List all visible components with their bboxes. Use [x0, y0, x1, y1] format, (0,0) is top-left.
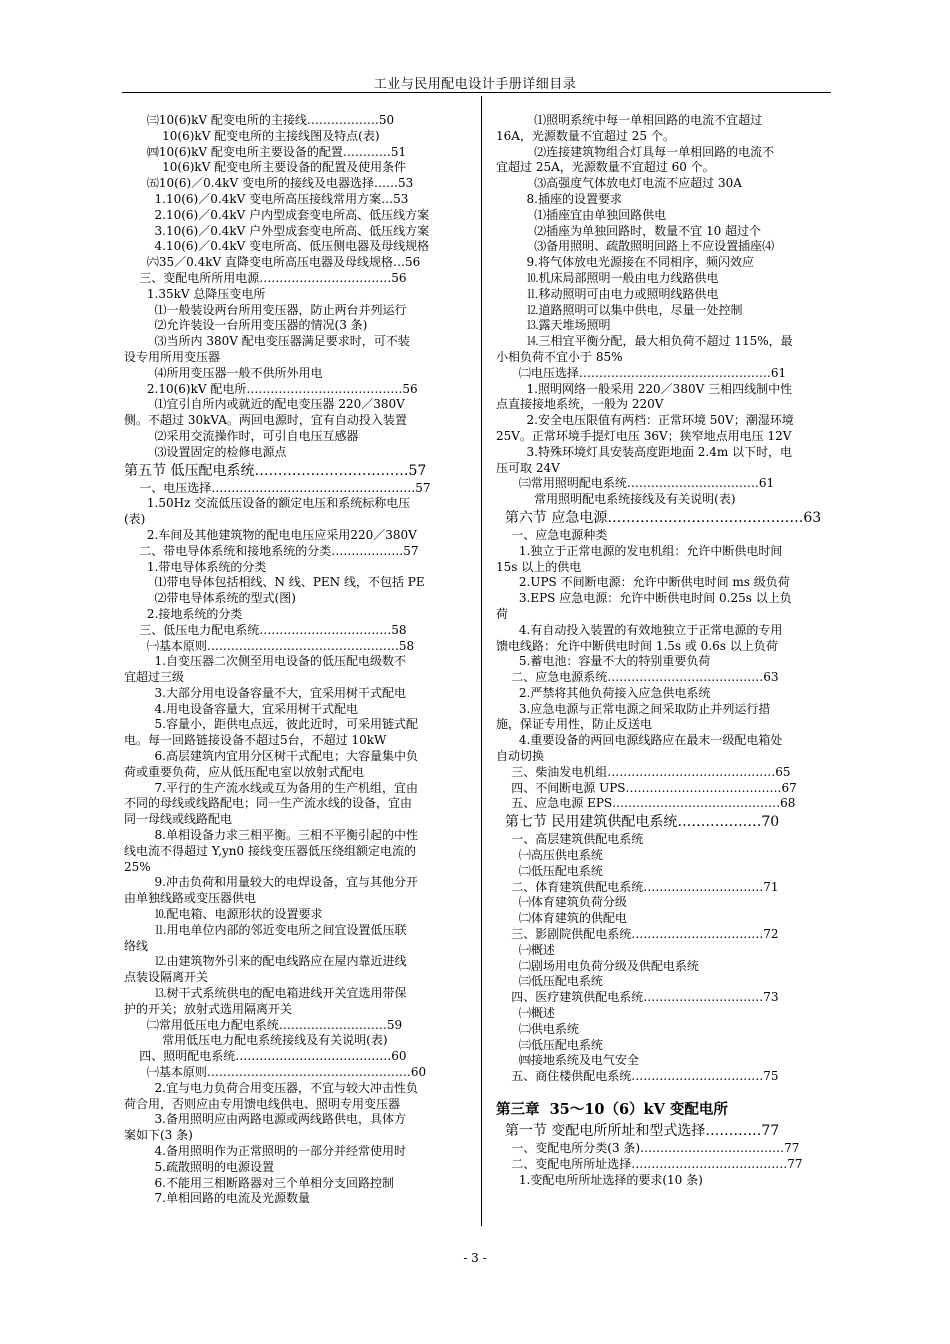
toc-entry: ⑶备用照明、疏散照明回路上不应设置插座⑷: [496, 239, 775, 254]
toc-entry: ⑵采用交流操作时，可引自电压互感器: [124, 428, 359, 443]
toc-entry: 3.特殊环境灯具安装高度距地面 2.4m 以下时，电: [496, 444, 793, 459]
toc-entry: ㈠体育建筑负荷分级: [496, 895, 627, 910]
toc-right-column: [496, 113, 836, 1188]
toc-entry: 一、变配电所分类(3 条)………………………………77: [496, 1141, 800, 1156]
toc-entry: 四、照明配电系统…………………………………60: [124, 1049, 407, 1064]
toc-entry: 护的开关；放射式选用隔离开关: [124, 1001, 293, 1016]
toc-chapter-heading: 第三章 35～10（6）kV 变配电所: [496, 1101, 728, 1119]
toc-entry: 五、应急电源 EPS……………………………………68: [496, 796, 796, 811]
toc-entry: ㈠基本原则……………………………………………60: [124, 1065, 427, 1080]
toc-section-heading: 第七节 民用建筑供配电系统………………70: [496, 814, 780, 831]
toc-entry: 一、高层建筑供配电系统: [496, 832, 644, 847]
toc-entry: ⑵允许装设一台所用变压器的情况(3 条): [124, 318, 368, 333]
toc-entry: 25%: [124, 859, 151, 874]
toc-entry: 三、影剧院供配电系统……………………………72: [496, 927, 779, 942]
toc-section-heading: 第六节 应急电源……………………………………63: [496, 509, 822, 526]
toc-entry: 四、不间断电源 UPS…………………………………67: [496, 780, 797, 795]
header-rule: [122, 92, 831, 93]
toc-entry: 常用低压电力配电系统接线及有关说明(表): [124, 1033, 388, 1048]
toc-entry: 常用照明配电系统接线及有关说明(表): [496, 492, 736, 507]
toc-entry: ⑴照明系统中每一单相回路的电流不宜超过: [496, 113, 763, 127]
toc-entry: 二、变配电所所址选择…………………………………77: [496, 1156, 803, 1171]
toc-entry: 1.照明网络一般采用 220／380V 三相四线制中性: [496, 381, 793, 396]
toc-entry: 1.自变压器二次侧至用电设备的低压配电级数不: [124, 654, 406, 669]
toc-entry: 同一母线或线路配电: [124, 812, 233, 827]
toc-entry: 8.插座的设置要求: [496, 191, 622, 206]
toc-entry: 7.平行的生产流水线或互为备用的生产机组，宜由: [124, 780, 418, 795]
toc-entry: 3.EPS 应急电源：允许中断供电时间 0.25s 以上负: [496, 591, 792, 606]
toc-section-heading: 第五节 低压配电系统……………………………57: [124, 462, 427, 479]
toc-entry: ⑵插座为单独回路时，数量不宜 10 超过个: [496, 223, 762, 238]
toc-entry: ⒔露天堆场照明: [496, 318, 611, 333]
toc-entry: 点装设隔离开关: [124, 970, 209, 985]
toc-entry: 荷: [496, 606, 509, 621]
column-divider: [481, 96, 482, 1226]
toc-entry: ㈠概述: [496, 942, 555, 957]
toc-entry: 8.单相设备力求三相平衡。三相不平衡引起的中性: [124, 828, 418, 843]
toc-entry: ㈠高压供电系统: [496, 848, 603, 863]
toc-entry: 6.高层建筑内宜用分区树干式配电；大容量集中负: [124, 749, 418, 764]
toc-entry: ⑴带电导体包括相线、N 线、PEN 线，不包括 PE: [124, 575, 425, 590]
toc-entry: 宜超过三级: [124, 670, 185, 685]
toc-left-column: [124, 113, 466, 1207]
toc-entry: 1.带电导体系统的分类: [124, 559, 267, 574]
toc-entry: 馈电线路：允许中断供电时间 1.5s 或 0.6s 以上负荷: [496, 638, 778, 653]
toc-entry: 由单独线路或变压器供电: [124, 891, 257, 906]
toc-entry: ㈡电压选择…………………………………………61: [496, 365, 787, 380]
toc-entry: ㈡剧场用电负荷分级及供配电系统: [496, 958, 699, 973]
toc-entry: 2.严禁将其他负荷接入应急供电系统: [496, 685, 711, 700]
toc-entry: ㈣接地系统及电气安全: [496, 1053, 639, 1068]
toc-entry: ⒒用电单位内部的邻近变电所之间宜设置低压联: [124, 922, 407, 937]
toc-entry: 10(6)kV 配变电所主要设备的配置及使用条件: [124, 160, 407, 175]
toc-entry: 1.变配电所所址选择的要求(10 条): [496, 1172, 703, 1187]
toc-entry: 3.大部分用电设备容量不大，宜采用树干式配电: [124, 685, 406, 700]
toc-entry: 6.不能用三相断路器对三个单相分支回路控制: [124, 1175, 394, 1190]
toc-entry: ⒒移动照明可由电力或照明线路供电: [496, 286, 719, 301]
toc-entry: 15s 以上的供电: [496, 559, 582, 574]
toc-entry: ㈡常用低压电力配电系统………………………59: [124, 1017, 403, 1032]
toc-entry: 电。每一回路链接设备不超过5台，不超过 10kW: [124, 733, 387, 748]
toc-entry: ⒑机床局部照明一般由电力线路供电: [496, 270, 719, 285]
toc-entry: 3.应急电源与正常电源之间采取防止并列运行措: [496, 701, 771, 716]
toc-entry: 2.车间及其他建筑物的配电电压应采用220／380V: [124, 527, 417, 542]
toc-entry: ㈢低压配电系统: [496, 974, 603, 989]
toc-entry: 自动切换: [496, 749, 545, 764]
toc-entry: 小相负荷不宜小于 85%: [496, 349, 623, 364]
toc-entry: ⑶设置固定的检修电源点: [124, 444, 287, 459]
toc-entry: ⒓道路照明可以集中供电，尽量一处控制: [496, 302, 743, 317]
toc-entry: 二、带电导体系统和接地系统的分类………………57: [124, 543, 419, 558]
toc-entry: ⒔树干式系统供电的配电箱进线开关宜选用带保: [124, 986, 407, 1001]
toc-section-heading: 第一节 变配电所所址和型式选择…………77: [496, 1123, 780, 1140]
toc-entry: ㈠概述: [496, 1006, 555, 1021]
toc-entry: 二、体育建筑供配电系统…………………………71: [496, 879, 779, 894]
toc-entry: 荷合用，否则应由专用馈电线供电、照明专用变压器: [124, 1096, 401, 1111]
toc-entry: ⑶高强度气体放电灯电流不应超过 30A: [496, 176, 742, 191]
page-header: 工业与民用配电设计手册详细目录: [373, 77, 577, 92]
toc-entry: ㈡供电系统: [496, 1021, 579, 1036]
toc-entry: ⑴宜引自所内或就近的配电变压器 220／380V: [124, 397, 405, 412]
toc-entry: ㈥35／0.4kV 直降变电所高压电器及母线规格…56: [124, 255, 421, 270]
toc-entry: 5.蓄电池：容量不大的特别重要负荷: [496, 654, 711, 669]
toc-entry: ⑵连接建筑物组合灯具每一单相回路的电流不: [496, 144, 775, 159]
toc-entry: 4.有自动投入装置的有效地独立于正常电源的专用: [496, 622, 783, 637]
toc-entry: 4.用电设备容量大，宜采用树干式配电: [124, 701, 358, 716]
toc-entry: 1.独立于正常电源的发电机组：允许中断供电时间: [496, 543, 783, 558]
toc-entry: 设专用所用变压器: [124, 349, 221, 364]
page-number: - 3 -: [463, 1251, 487, 1265]
toc-entry: 四、医疗建筑供配电系统…………………………73: [496, 990, 779, 1005]
toc-entry: (表): [124, 512, 146, 527]
toc-entry: ㈡体育建筑的供配电: [496, 911, 627, 926]
toc-entry: ㈡低压配电系统: [496, 863, 603, 878]
toc-entry: ⒕三相宜平衡分配，最大相负荷不超过 115%，最: [496, 334, 793, 349]
toc-entry: 五、商住楼供配电系统……………………………75: [496, 1069, 779, 1084]
toc-entry: ㈢常用照明配电系统……………………………61: [496, 476, 775, 491]
toc-entry: 案如下(3 条): [124, 1128, 193, 1143]
toc-entry: 1.10(6)／0.4kV 变电所高压接线常用方案…53: [124, 191, 409, 206]
toc-entry: ㈢10(6)kV 配变电所的主接线………………50: [124, 113, 395, 127]
toc-entry: 4.重要设备的两回电源线路应在最末一级配电箱处: [496, 733, 783, 748]
toc-entry: 4.10(6)／0.4kV 变电所高、低压侧电器及母线规格: [124, 239, 430, 254]
toc-entry: 络线: [124, 938, 149, 953]
toc-entry: 2.接地系统的分类: [124, 606, 243, 621]
toc-entry: ⑴插座宜由单独回路供电: [496, 207, 667, 222]
toc-entry: 10(6)kV 配变电所的主接线图及特点(表): [124, 128, 380, 143]
toc-entry: 不同的母线或线路配电；同一生产流水线的设备，宜由: [124, 796, 413, 811]
toc-entry: 5.容量小，距供电点远，彼此近时，可采用链式配: [124, 717, 418, 732]
toc-entry: 9.冲击负荷和用量较大的电焊设备，宜与其他分开: [124, 875, 418, 890]
toc-entry: 一、电压选择……………………………………………57: [124, 480, 431, 495]
toc-entry: 7.单相回路的电流及光源数量: [124, 1191, 310, 1206]
toc-entry: 2.10(6)kV 配电所…………………………………56: [124, 381, 418, 396]
toc-entry: ⑶当所内 380V 配电变压器满足要求时，可不装: [124, 334, 410, 349]
toc-entry: 三、变配电所所用电源……………………………56: [124, 270, 407, 285]
toc-entry: 5.疏散照明的电源设置: [124, 1159, 274, 1174]
toc-entry: 2.10(6)／0.4kV 户内型成套变电所高、低压线方案: [124, 207, 430, 222]
toc-entry: 点直接接地系统，一般为 220V: [496, 397, 664, 412]
toc-entry: 荷或重要负荷，应从低压配电室以放射式配电: [124, 764, 365, 779]
toc-entry: 3.10(6)／0.4kV 户外型成套变电所高、低压线方案: [124, 223, 430, 238]
toc-entry: ㈢低压配电系统: [496, 1037, 603, 1052]
toc-entry: 二、应急电源系统…………………………………63: [496, 670, 779, 685]
toc-entry: ⑴一般装设两台所用变压器，防止两台并列运行: [124, 302, 407, 317]
toc-entry: 三、柴油发电机组……………………………………65: [496, 764, 791, 779]
toc-entry: 2.安全电压限值有两档：正常环境 50V；潮湿环境: [496, 413, 794, 428]
toc-entry: ㈠基本原则…………………………………………58: [124, 638, 415, 653]
toc-entry: 16A，光源数量不宜超过 25 个。: [496, 128, 675, 143]
toc-entry: 三、低压电力配电系统……………………………58: [124, 622, 407, 637]
toc-entry: 线电流不得超过 Y,yn0 接线变压器低压绕组额定电流的: [124, 843, 416, 858]
toc-entry: 1.50Hz 交流低压设备的额定电压和系统标称电压: [124, 496, 411, 511]
toc-entry: ⑷所用变压器一般不供所外用电: [124, 365, 323, 380]
toc-entry: 一、应急电源种类: [496, 527, 608, 542]
toc-entry: 25V。正常环境手提灯电压 36V；狭窄地点用电压 12V: [496, 428, 792, 443]
toc-entry: 侧。不超过 30kVA。两回电源时，宜有自动投入装置: [124, 413, 407, 428]
toc-entry: ㈤10(6)／0.4kV 变电所的接线及电器选择……53: [124, 176, 414, 191]
toc-entry: ⑵带电导体系统的型式(图): [124, 591, 296, 606]
toc-entry: 1.35kV 总降压变电所: [124, 286, 266, 301]
toc-entry: 宜超过 25A，光源数量不宜超过 60 个。: [496, 160, 715, 175]
toc-entry: 压可取 24V: [496, 460, 560, 475]
toc-entry: 4.备用照明作为正常照明的一部分并经常使用时: [124, 1144, 406, 1158]
toc-entry: ㈣10(6)kV 配变电所主要设备的配置…………51: [124, 144, 407, 159]
toc-entry: 2.宜与电力负荷合用变压器，不宜与较大冲击性负: [124, 1080, 418, 1095]
toc-entry: 2.UPS 不间断电源：允许中断供电时间 ms 级负荷: [496, 575, 790, 590]
toc-entry: 3.备用照明应由两路电源或两线路供电，具体方: [124, 1112, 406, 1127]
toc-entry: ⒓由建筑物外引来的配电线路应在屋内靠近进线: [124, 954, 407, 969]
toc-entry: 施，保证专用性，防止反送电: [496, 717, 653, 732]
toc-entry: ⒑配电箱、电源形状的设置要求: [124, 907, 323, 922]
toc-entry: 9.将气体放电光源接在不同相序，频闪效应: [496, 255, 754, 270]
